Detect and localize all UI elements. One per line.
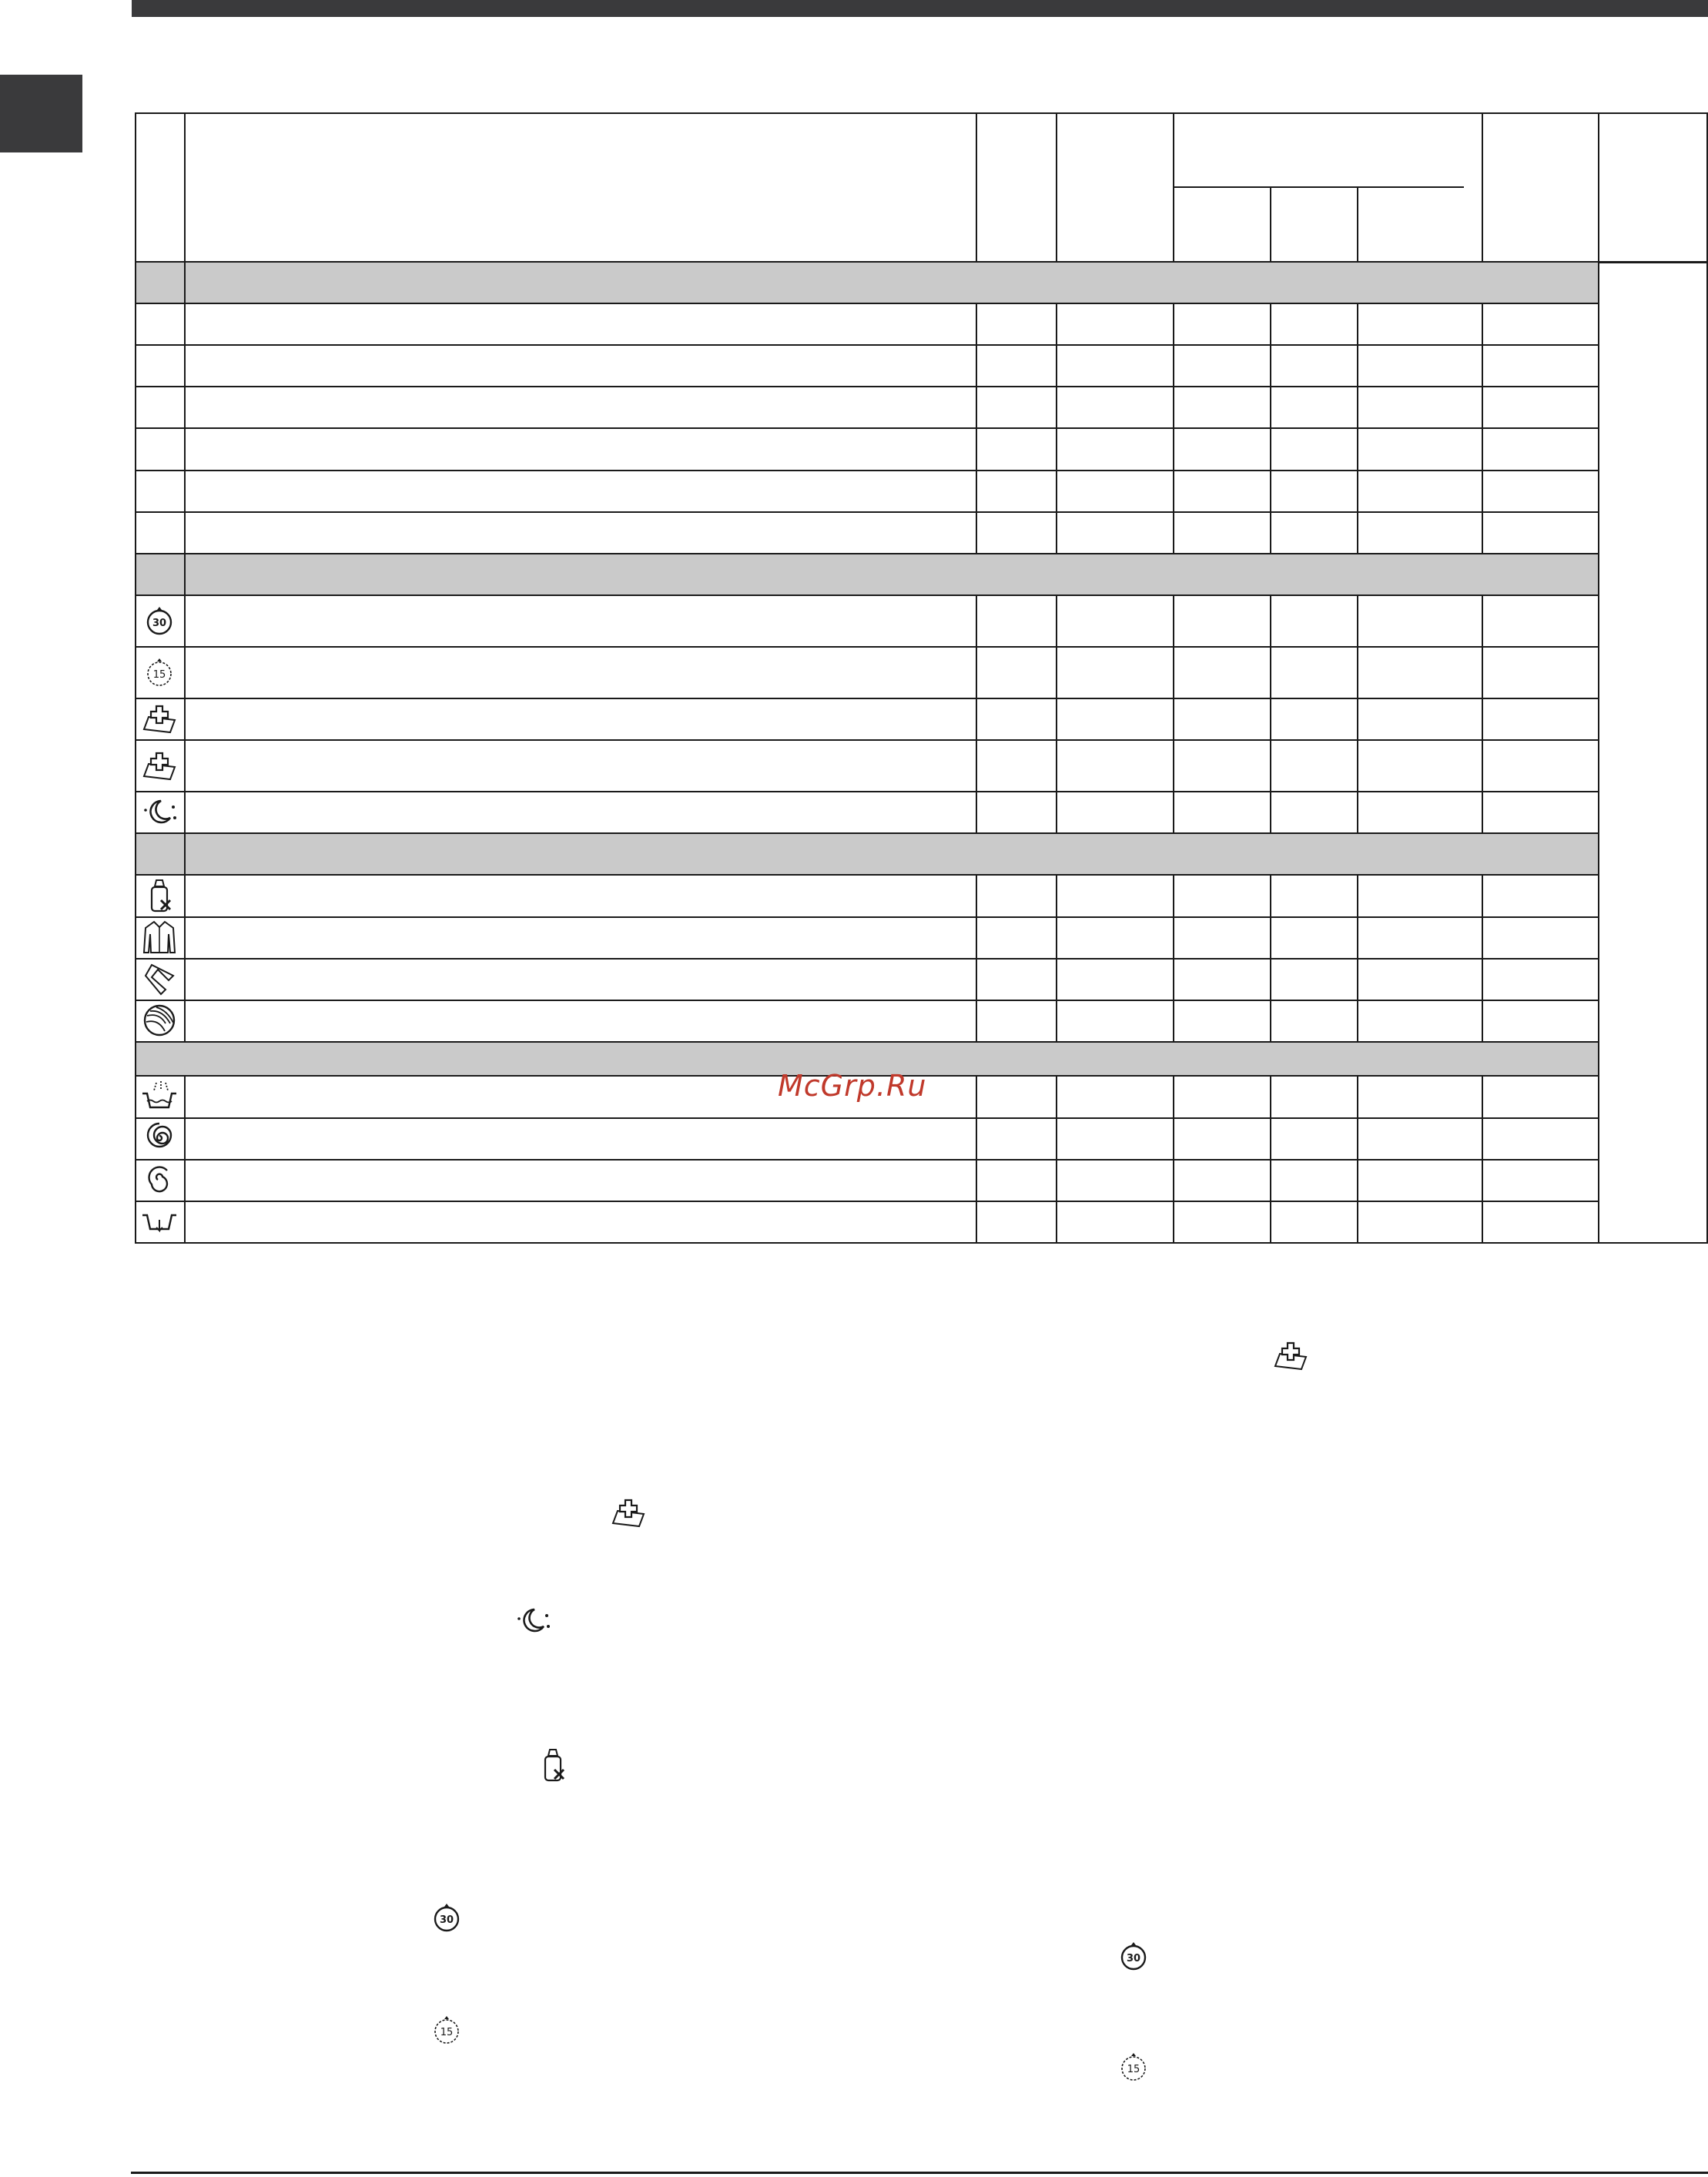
row-column-rule	[184, 344, 186, 386]
table-row	[135, 594, 1598, 646]
table-row	[135, 1117, 1598, 1159]
drain-icon	[141, 1161, 178, 1198]
baby-bottle-icon	[141, 877, 178, 914]
row-column-rule	[1056, 1117, 1057, 1159]
row-column-rule	[1482, 427, 1483, 470]
row-column-rule	[1173, 791, 1174, 832]
night-moon-icon	[514, 1602, 551, 1639]
table-row	[135, 1159, 1598, 1201]
row-column-rule	[184, 511, 186, 553]
row-column-rule	[1357, 791, 1358, 832]
table-left-border	[135, 112, 136, 1242]
header-column-rule	[976, 112, 977, 261]
rinse-basin-icon	[141, 1078, 178, 1115]
row-column-rule	[1357, 511, 1358, 553]
timer-30-icon	[1115, 1938, 1152, 1974]
last-column-left-rule	[1598, 261, 1599, 1242]
stain-cross-icon	[1272, 1337, 1309, 1374]
header-mask	[1357, 114, 1358, 186]
row-column-rule	[1270, 303, 1271, 344]
wool-ball-icon	[141, 1002, 178, 1039]
table-row	[135, 874, 1598, 916]
row-column-rule	[1056, 698, 1057, 739]
header-bar	[132, 0, 1708, 17]
row-column-rule	[1357, 1075, 1358, 1117]
footer-rule	[131, 2172, 1708, 2174]
shirt-icon	[141, 919, 178, 956]
row-column-rule	[1056, 1201, 1057, 1242]
row-column-rule	[1173, 1075, 1174, 1117]
row-column-rule	[976, 344, 977, 386]
row-column-rule	[976, 646, 977, 698]
row-column-rule	[1482, 958, 1483, 1000]
row-column-rule	[184, 958, 186, 1000]
row-column-rule	[1056, 303, 1057, 344]
row-column-rule	[184, 1075, 186, 1117]
row-column-rule	[1270, 511, 1271, 553]
section-column-rule	[184, 261, 186, 303]
row-column-rule	[1482, 739, 1483, 791]
table-bottom-right-rule	[1598, 1242, 1708, 1244]
row-column-rule	[1482, 1117, 1483, 1159]
stain-cross-icon	[141, 747, 178, 784]
table-top-border	[135, 112, 1708, 114]
row-column-rule	[976, 1117, 977, 1159]
row-column-rule	[1056, 1159, 1057, 1201]
row-column-rule	[1482, 594, 1483, 646]
row-column-rule	[976, 1075, 977, 1117]
table-row	[135, 1201, 1598, 1242]
row-column-rule	[1270, 1201, 1271, 1242]
row-column-rule	[1056, 739, 1057, 791]
row-column-rule	[1056, 594, 1057, 646]
row-column-rule	[1357, 1159, 1358, 1201]
row-column-rule	[1482, 791, 1483, 832]
row-column-rule	[1357, 1000, 1358, 1041]
row-column-rule	[1482, 916, 1483, 958]
row-column-rule	[1482, 344, 1483, 386]
row-column-rule	[1270, 646, 1271, 698]
row-column-rule	[1056, 344, 1057, 386]
row-column-rule	[1056, 427, 1057, 470]
row-column-rule	[1270, 344, 1271, 386]
section-header	[136, 554, 1598, 594]
timer-15-icon	[141, 654, 178, 691]
row-column-rule	[1482, 386, 1483, 427]
row-column-rule	[1482, 1075, 1483, 1117]
row-column-rule	[1357, 958, 1358, 1000]
row-column-rule	[1173, 511, 1174, 553]
row-column-rule	[184, 739, 186, 791]
row-column-rule	[1357, 739, 1358, 791]
row-column-rule	[976, 916, 977, 958]
row-column-rule	[1482, 646, 1483, 698]
row-column-rule	[1270, 874, 1271, 916]
night-moon-icon	[141, 793, 178, 830]
header-column-rule	[1482, 112, 1483, 261]
row-column-rule	[184, 470, 186, 511]
row-column-rule	[1173, 1000, 1174, 1041]
timer-30-icon	[428, 1899, 465, 1936]
row-column-rule	[184, 874, 186, 916]
row-column-rule	[1056, 646, 1057, 698]
row-column-rule	[1173, 470, 1174, 511]
table-row	[135, 958, 1598, 1000]
row-column-rule	[1270, 791, 1271, 832]
stain-cross-icon	[610, 1494, 647, 1531]
row-column-rule	[976, 958, 977, 1000]
table-row	[135, 698, 1598, 739]
header-column-rule	[184, 112, 186, 261]
row-column-rule	[184, 791, 186, 832]
row-column-rule	[1357, 427, 1358, 470]
row-column-rule	[1270, 1000, 1271, 1041]
row-column-rule	[1270, 594, 1271, 646]
table-row	[135, 511, 1598, 553]
svg-text:15: 15	[152, 668, 166, 681]
row-bottom-rule	[135, 1242, 1599, 1244]
svg-text:30: 30	[152, 617, 167, 629]
stain-cross-icon	[141, 700, 178, 737]
row-column-rule	[1056, 511, 1057, 553]
row-column-rule	[1270, 1159, 1271, 1201]
row-column-rule	[1270, 427, 1271, 470]
row-column-rule	[976, 698, 977, 739]
row-column-rule	[1482, 698, 1483, 739]
row-column-rule	[184, 1000, 186, 1041]
section-header	[136, 834, 1598, 874]
row-column-rule	[1173, 874, 1174, 916]
table-row	[135, 646, 1598, 698]
table-row	[135, 303, 1598, 344]
table-row	[135, 739, 1598, 791]
row-column-rule	[1056, 916, 1057, 958]
drain-only-basin-icon	[141, 1203, 178, 1240]
svg-text:15: 15	[440, 2027, 454, 2038]
row-column-rule	[1357, 594, 1358, 646]
row-column-rule	[1056, 791, 1057, 832]
row-column-rule	[1056, 470, 1057, 511]
timer-30-icon	[141, 602, 178, 639]
row-column-rule	[976, 1000, 977, 1041]
row-column-rule	[184, 594, 186, 646]
section-column-rule	[184, 832, 186, 874]
row-column-rule	[184, 646, 186, 698]
language-tab	[0, 75, 82, 152]
row-column-rule	[1357, 1117, 1358, 1159]
table-row	[135, 791, 1598, 832]
table-row	[135, 916, 1598, 958]
row-column-rule	[1357, 344, 1358, 386]
row-column-rule	[1482, 511, 1483, 553]
row-column-rule	[1173, 1159, 1174, 1201]
row-column-rule	[184, 386, 186, 427]
row-column-rule	[1357, 874, 1358, 916]
row-column-rule	[1056, 874, 1057, 916]
row-column-rule	[976, 594, 977, 646]
row-column-rule	[1173, 1201, 1174, 1242]
row-column-rule	[1482, 303, 1483, 344]
row-column-rule	[976, 427, 977, 470]
row-column-rule	[1173, 1117, 1174, 1159]
row-column-rule	[1056, 1075, 1057, 1117]
row-column-rule	[976, 1159, 977, 1201]
row-column-rule	[1173, 427, 1174, 470]
last-column-header-rule	[1598, 261, 1708, 263]
section-header	[136, 263, 1598, 303]
row-column-rule	[184, 1117, 186, 1159]
row-column-rule	[1482, 470, 1483, 511]
row-column-rule	[1357, 470, 1358, 511]
row-column-rule	[1173, 739, 1174, 791]
row-column-rule	[1173, 344, 1174, 386]
row-column-rule	[1357, 303, 1358, 344]
row-column-rule	[184, 1159, 186, 1201]
row-column-rule	[1270, 916, 1271, 958]
row-column-rule	[1357, 916, 1358, 958]
row-column-rule	[1173, 698, 1174, 739]
row-column-rule	[1173, 646, 1174, 698]
table-row	[135, 1000, 1598, 1041]
row-column-rule	[1270, 958, 1271, 1000]
row-column-rule	[1270, 1075, 1271, 1117]
row-column-rule	[1056, 1000, 1057, 1041]
svg-text:30: 30	[439, 1914, 454, 1926]
header-group-rule	[1173, 186, 1464, 188]
row-column-rule	[976, 1201, 977, 1242]
row-column-rule	[184, 427, 186, 470]
row-column-rule	[1270, 739, 1271, 791]
row-column-rule	[976, 874, 977, 916]
row-column-rule	[1270, 1117, 1271, 1159]
row-column-rule	[1357, 646, 1358, 698]
header-mask	[1270, 114, 1271, 186]
row-column-rule	[184, 698, 186, 739]
timer-15-icon	[1115, 2048, 1152, 2085]
row-column-rule	[1173, 916, 1174, 958]
row-column-rule	[1357, 698, 1358, 739]
spin-drain-icon	[141, 1120, 178, 1157]
table-row	[135, 470, 1598, 511]
row-column-rule	[1270, 470, 1271, 511]
row-column-rule	[1482, 1201, 1483, 1242]
timer-15-icon	[428, 2011, 465, 2048]
row-column-rule	[1482, 874, 1483, 916]
row-column-rule	[976, 386, 977, 427]
row-column-rule	[976, 791, 977, 832]
row-column-rule	[1357, 1201, 1358, 1242]
section-column-rule	[184, 553, 186, 594]
row-column-rule	[1482, 1159, 1483, 1201]
row-column-rule	[976, 739, 977, 791]
row-column-rule	[1270, 386, 1271, 427]
svg-text:30: 30	[1126, 1953, 1141, 1964]
row-column-rule	[1173, 303, 1174, 344]
row-column-rule	[976, 511, 977, 553]
row-column-rule	[1357, 386, 1358, 427]
table-row	[135, 427, 1598, 470]
row-column-rule	[184, 1201, 186, 1242]
watermark: McGrp.Ru	[778, 1069, 927, 1103]
row-column-rule	[1173, 958, 1174, 1000]
header-column-rule	[1056, 112, 1057, 261]
row-column-rule	[976, 303, 977, 344]
row-column-rule	[1173, 594, 1174, 646]
table-row	[135, 344, 1598, 386]
row-column-rule	[1270, 698, 1271, 739]
svg-text:15: 15	[1127, 2064, 1140, 2075]
row-column-rule	[1173, 386, 1174, 427]
header-column-rule	[1598, 112, 1599, 261]
baby-bottle-icon	[534, 1747, 571, 1783]
row-column-rule	[184, 916, 186, 958]
row-column-rule	[1056, 386, 1057, 427]
row-column-rule	[1482, 1000, 1483, 1041]
silk-scarf-icon	[141, 960, 178, 997]
row-column-rule	[1056, 958, 1057, 1000]
table-row	[135, 386, 1598, 427]
row-column-rule	[976, 470, 977, 511]
row-column-rule	[184, 303, 186, 344]
